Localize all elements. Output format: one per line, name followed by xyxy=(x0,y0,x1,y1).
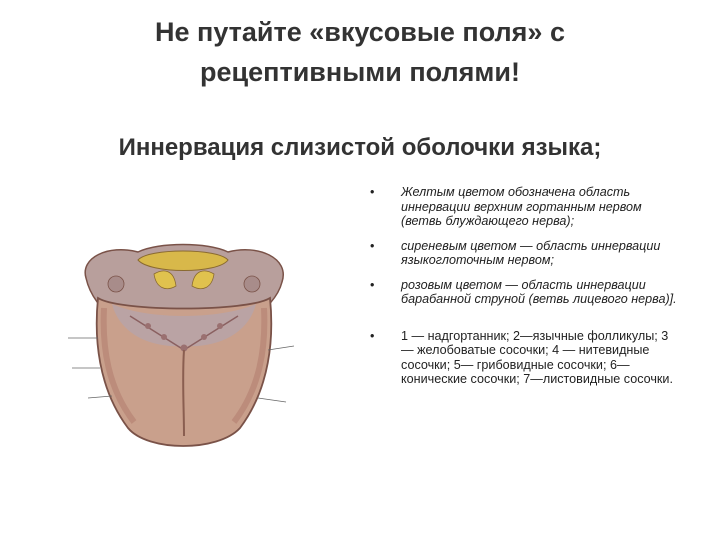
list-item: • 1 — надгортанник; 2—язычные фолликулы; 3 — желобоватые сосочки; 4 — нитевидные сосочки; 5— грибовидные сосочки; 6—конические сосочки; 7—листовидные сосочки. xyxy=(370,329,680,387)
list-item: • сиреневым цветом — область иннервации языкоглоточным нервом; xyxy=(370,239,680,268)
tongue-figure xyxy=(68,238,300,460)
tongue-anatomy-illustration xyxy=(68,238,300,460)
slide-title-line-1: Не путайте «вкусовые поля» с xyxy=(155,17,565,47)
list-item: • Желтым цветом обозначена область иннервации верхним гортанным нервом (ветвь блуждающего нерва); xyxy=(370,185,680,229)
slide-subtitle: Иннервация слизистой оболочки языка; xyxy=(118,134,602,161)
slide-title-line-2: рецептивными полями! xyxy=(200,57,520,87)
slide-title xyxy=(60,12,660,92)
list-item: • розовым цветом — область иннервации барабанной струной (ветвь лицевого нерва)]. xyxy=(370,278,680,307)
description-list xyxy=(370,185,680,387)
